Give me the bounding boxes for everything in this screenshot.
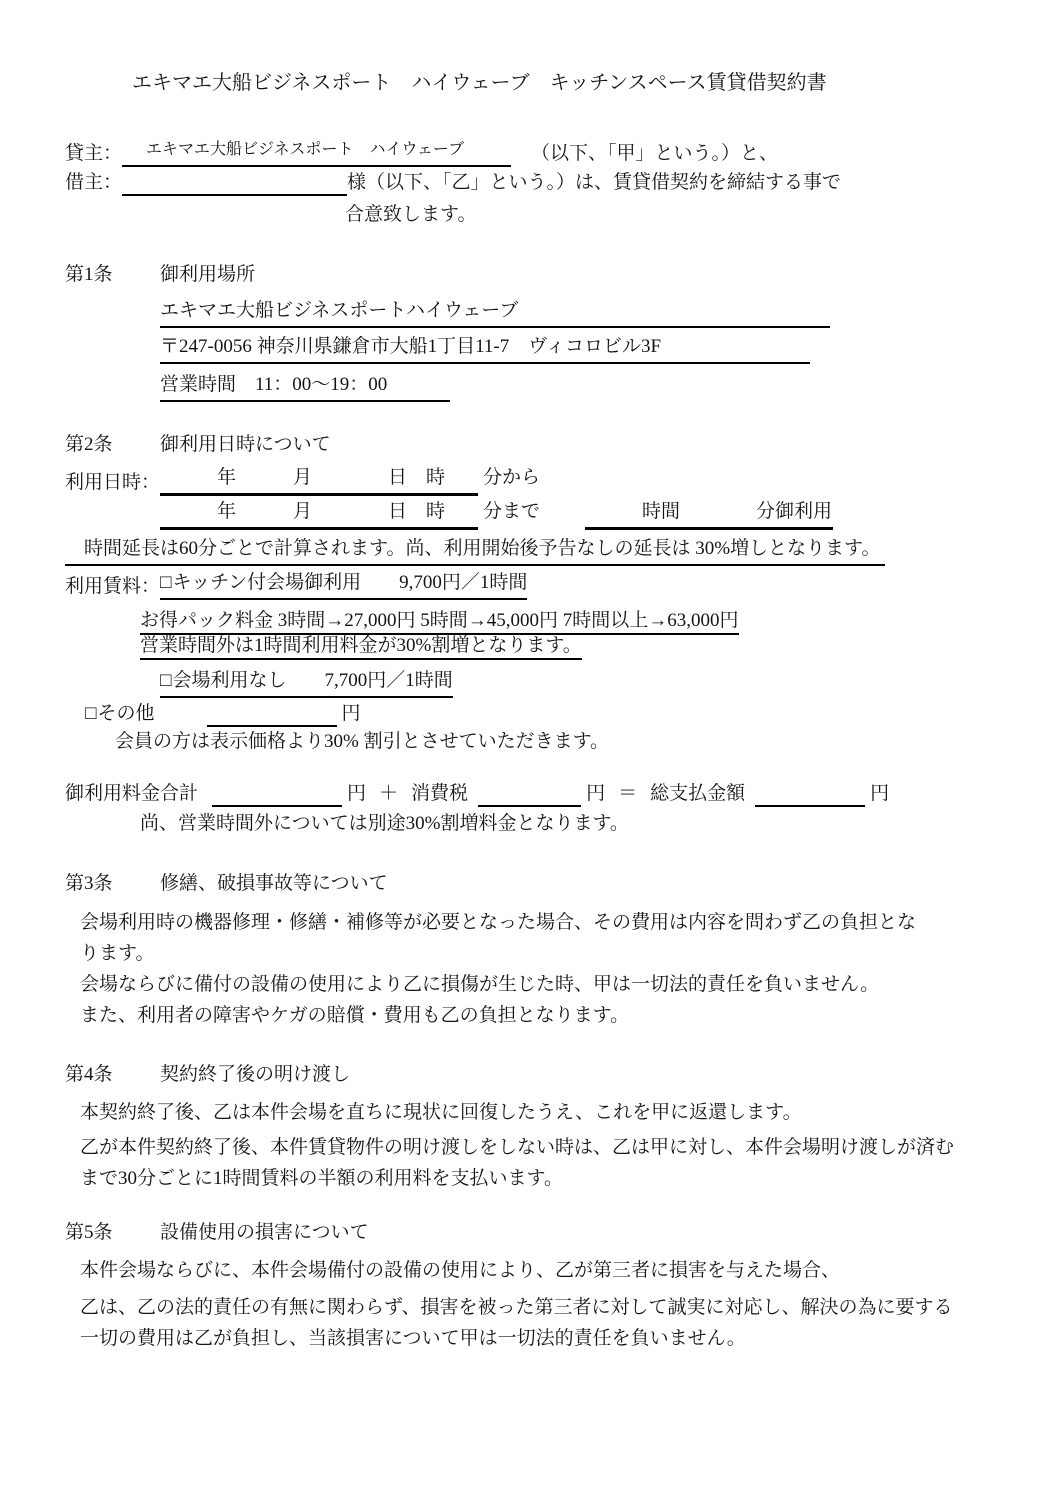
article4-heading: 契約終了後の明け渡し (160, 1064, 351, 1085)
article4-heading-row (65, 1062, 1000, 1088)
tax-amount-blank (478, 785, 581, 807)
article5-paragraph-line: 一切の費用は乙が負担し、当該損害について甲は一切法的責任を負いません。 (80, 1328, 746, 1349)
datetime-label: 利用日時： (65, 472, 161, 493)
article1-number: 第1条 (65, 264, 113, 285)
pack-price-row (140, 610, 1000, 635)
article3-heading: 修繕、破損事故等について (160, 873, 388, 894)
agreement-line: 合意致します。 (345, 204, 477, 225)
fee-other-row (85, 701, 1000, 727)
article5-heading-row (65, 1220, 1000, 1246)
article3-paragraph-line: 会場ならびに備付の設備の使用により乙に損傷が生じた時、甲は一切法的責任を負いません。 (80, 974, 880, 995)
lessee-row (65, 170, 1000, 196)
article5-number: 第5条 (65, 1222, 113, 1243)
article4-number: 第4条 (65, 1064, 113, 1085)
article3-paragraph-line: ります。 (80, 943, 155, 964)
article2-heading: 御利用日時について (160, 434, 331, 455)
extension-note: 時間延長は60分ごとで計算されます。尚、利用開始後予告なしの延長は 30%増しとなります。 (65, 536, 885, 566)
article3-paragraph-line: 会場利用時の機器修理・修繕・補修等が必要となった場合、その費用は内容を問わず乙の負担とな (80, 912, 917, 933)
other-checkbox-icon: □ (85, 703, 97, 724)
datetime-to-row (160, 499, 1000, 530)
article1-heading-row (65, 262, 1000, 288)
after-hours-row (140, 635, 1000, 660)
kitchen-checkbox-icon: □ (160, 572, 172, 593)
fee-no-venue-row (160, 668, 1000, 698)
venue-field: エキマエ大船ビジネスポートハイウェーブ (160, 298, 830, 328)
fee-other-label: その他 (97, 703, 155, 724)
grand-total-label: 総支払金額 (650, 783, 746, 804)
datetime-from-field: 年 月 日 時 分から (160, 465, 478, 496)
address-field: 〒247-0056 神奈川県鎌倉市大船1丁目11-7 ヴィコロビル3F (160, 334, 810, 364)
fee-no-venue-field (160, 668, 453, 698)
extension-note-row (65, 536, 1000, 566)
article5-paragraph-line: 本件会場ならびに、本件会場備付の設備の使用により、乙が第三者に損害を与えた場合、 (80, 1260, 841, 1281)
equals-sign: ＝ (618, 783, 638, 804)
lessee-label: 借主： (65, 172, 123, 193)
no-venue-checkbox-icon: □ (160, 670, 172, 691)
article1-heading: 御利用場所 (160, 264, 256, 285)
venue-row (160, 298, 1000, 328)
duration-field: 時間 分御利用 (585, 499, 833, 530)
tax-unit: 円 (586, 783, 606, 804)
document-title: エキマエ大船ビジネスポート ハイウェーブ キッチンスペース賃貸借契約書 (132, 72, 827, 94)
article3-heading-row (65, 871, 1000, 897)
article2-number: 第2条 (65, 434, 113, 455)
after-hours-text: 営業時間外は1時間利用料金が30%割増となります。 (140, 635, 582, 660)
other-amount-blank (207, 705, 337, 727)
total-amount-blank (212, 785, 342, 807)
lessee-honorific: 様 (347, 172, 367, 193)
datetime-to-field: 年 月 日 時 分まで (160, 499, 478, 530)
fee-label: 利用賃料： (65, 576, 161, 597)
lessor-name-field (122, 136, 511, 167)
lessor-label: 貸主： (65, 143, 123, 164)
article3-number: 第3条 (65, 873, 113, 894)
article2-heading-row (65, 432, 1000, 458)
tax-label: 消費税 (411, 783, 469, 804)
total-row (65, 781, 1000, 807)
fee-kitchen-row (65, 570, 1000, 600)
total-label: 御利用料金合計 (65, 783, 199, 804)
article4-paragraph-line: まで30分ごとに1時間賃料の半額の利用料を支払います。 (80, 1168, 563, 1189)
business-hours-field: 営業時間 11：00〜19：00 (160, 372, 450, 402)
fee-no-venue-text: 会場利用なし 7,700円／1時間 (172, 670, 453, 691)
article5-paragraph-line: 乙は、乙の法的責任の有無に関わらず、損害を被った第三者に対して誠実に対応し、解決の為に要する (80, 1297, 953, 1318)
article4-paragraph-line: 乙が本件契約終了後、本件賃貸物件の明け渡しをしない時は、乙は甲に対し、本件会場明け渡しが済む (80, 1137, 955, 1158)
fee-kitchen-field (160, 570, 527, 600)
lessor-name-text: エキマエ大船ビジネスポート ハイウェーブ (146, 141, 465, 158)
address-row (160, 334, 1000, 364)
business-hours-row (160, 372, 1000, 402)
lessee-name-blank (122, 192, 347, 196)
total-unit: 円 (347, 783, 367, 804)
article3-paragraph-line: また、利用者の障害やケガの賠償・費用も乙の負担となります。 (80, 1005, 630, 1026)
grand-total-unit: 円 (870, 783, 890, 804)
member-discount-note: 会員の方は表示価格より30% 割引とさせていただきます。 (115, 731, 610, 752)
lessee-suffix: （以下、「乙」という。）は、賃貸借契約を締結する事で (366, 172, 842, 193)
article5-heading: 設備使用の損害について (160, 1222, 369, 1243)
fee-kitchen-text: キッチン付会場御利用 9,700円／1時間 (172, 572, 528, 593)
other-unit: 円 (341, 703, 361, 724)
grand-total-blank (755, 785, 865, 807)
article4-paragraph-line: 本契約終了後、乙は本件会場を直ちに現状に回復したうえ、これを甲に返還します。 (80, 1102, 802, 1123)
surcharge-note: 尚、営業時間外については別途30%割増料金となります。 (140, 813, 629, 834)
lessor-suffix: （以下、「甲」という。）と、 (531, 143, 779, 164)
plus-sign: ＋ (379, 783, 399, 804)
datetime-from-row (65, 465, 1000, 496)
lessor-row (65, 136, 1000, 167)
pack-price-text: お得パック料金 3時間→27,000円 5時間→45,000円 7時間以上→63,000円 (140, 610, 739, 635)
